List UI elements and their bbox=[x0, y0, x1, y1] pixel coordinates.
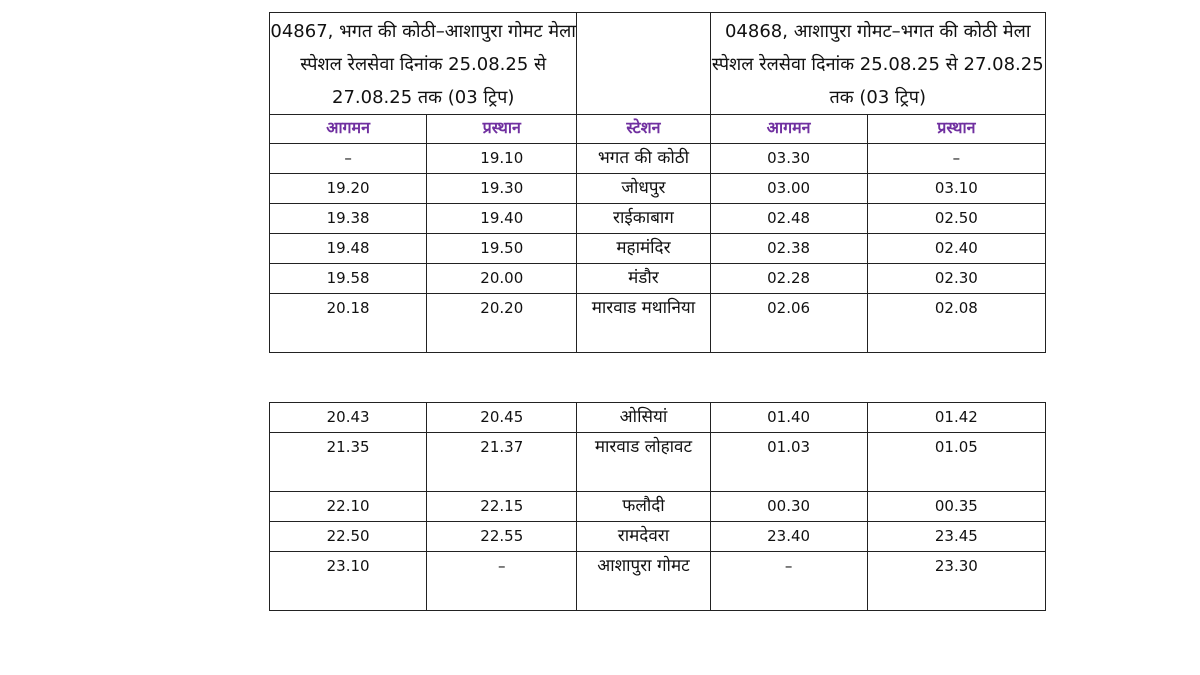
station-name: राईकाबाग bbox=[577, 204, 710, 234]
table-row bbox=[270, 294, 1046, 353]
station-name: मारवाड मथानिया bbox=[577, 294, 710, 353]
table-row bbox=[270, 433, 1046, 492]
table-row bbox=[270, 403, 1046, 433]
col-arrival-04868: आगमन bbox=[710, 115, 867, 144]
station-name: फलौदी bbox=[577, 492, 710, 522]
departure-04868: 01.42 bbox=[867, 403, 1045, 433]
col-arrival-04867: आगमन bbox=[270, 115, 427, 144]
station-name: मंडौर bbox=[577, 264, 710, 294]
train-04868-title: 04868, आशापुरा गोमट–भगत की कोठी मेला स्पेशल रेलसेवा दिनांक 25.08.25 से 27.08.25 तक (03 ट्रिप) bbox=[710, 13, 1045, 115]
departure-04867: 21.37 bbox=[427, 433, 577, 492]
departure-04867: 20.20 bbox=[427, 294, 577, 353]
table-row bbox=[270, 522, 1046, 552]
table-row bbox=[270, 234, 1046, 264]
arrival-04868: 02.38 bbox=[710, 234, 867, 264]
departure-04868: 02.30 bbox=[867, 264, 1045, 294]
col-departure-04867: प्रस्थान bbox=[427, 115, 577, 144]
departure-04867: 22.55 bbox=[427, 522, 577, 552]
arrival-04868: 02.28 bbox=[710, 264, 867, 294]
arrival-04868: 03.00 bbox=[710, 174, 867, 204]
arrival-04868: 01.03 bbox=[710, 433, 867, 492]
arrival-04868: – bbox=[710, 552, 867, 611]
arrival-04868: 23.40 bbox=[710, 522, 867, 552]
departure-04868: 03.10 bbox=[867, 174, 1045, 204]
timetable-part-2 bbox=[269, 402, 1046, 611]
arrival-04867: 21.35 bbox=[270, 433, 427, 492]
departure-04868: 00.35 bbox=[867, 492, 1045, 522]
table-row bbox=[270, 264, 1046, 294]
timetable-part-1 bbox=[269, 12, 1046, 353]
arrival-04868: 03.30 bbox=[710, 144, 867, 174]
arrival-04867: 23.10 bbox=[270, 552, 427, 611]
departure-04868: 23.30 bbox=[867, 552, 1045, 611]
arrival-04867: 19.48 bbox=[270, 234, 427, 264]
departure-04867: 19.40 bbox=[427, 204, 577, 234]
station-name: ओसियां bbox=[577, 403, 710, 433]
departure-04868: 23.45 bbox=[867, 522, 1045, 552]
departure-04867: 20.45 bbox=[427, 403, 577, 433]
col-station: स्टेशन bbox=[577, 115, 710, 144]
arrival-04867: 20.43 bbox=[270, 403, 427, 433]
station-name: महामंदिर bbox=[577, 234, 710, 264]
departure-04868: 01.05 bbox=[867, 433, 1045, 492]
departure-04868: – bbox=[867, 144, 1045, 174]
departure-04868: 02.40 bbox=[867, 234, 1045, 264]
departure-04868: 02.08 bbox=[867, 294, 1045, 353]
arrival-04867: – bbox=[270, 144, 427, 174]
blank-header-cell bbox=[577, 13, 710, 115]
station-name: मारवाड लोहावट bbox=[577, 433, 710, 492]
station-name: आशापुरा गोमट bbox=[577, 552, 710, 611]
arrival-04867: 19.58 bbox=[270, 264, 427, 294]
arrival-04867: 22.10 bbox=[270, 492, 427, 522]
arrival-04868: 02.06 bbox=[710, 294, 867, 353]
arrival-04868: 01.40 bbox=[710, 403, 867, 433]
table-row bbox=[270, 492, 1046, 522]
departure-04867: 19.10 bbox=[427, 144, 577, 174]
arrival-04867: 20.18 bbox=[270, 294, 427, 353]
departure-04867: 19.50 bbox=[427, 234, 577, 264]
station-name: जोधपुर bbox=[577, 174, 710, 204]
arrival-04867: 19.38 bbox=[270, 204, 427, 234]
departure-04867: 22.15 bbox=[427, 492, 577, 522]
table-row bbox=[270, 144, 1046, 174]
col-departure-04868: प्रस्थान bbox=[867, 115, 1045, 144]
station-name: रामदेवरा bbox=[577, 522, 710, 552]
arrival-04868: 00.30 bbox=[710, 492, 867, 522]
departure-04867: – bbox=[427, 552, 577, 611]
arrival-04867: 19.20 bbox=[270, 174, 427, 204]
departure-04867: 19.30 bbox=[427, 174, 577, 204]
table-row bbox=[270, 552, 1046, 611]
arrival-04868: 02.48 bbox=[710, 204, 867, 234]
table-row bbox=[270, 174, 1046, 204]
station-name: भगत की कोठी bbox=[577, 144, 710, 174]
departure-04867: 20.00 bbox=[427, 264, 577, 294]
arrival-04867: 22.50 bbox=[270, 522, 427, 552]
table-row bbox=[270, 204, 1046, 234]
train-04867-title: 04867, भगत की कोठी–आशापुरा गोमट मेला स्पेशल रेलसेवा दिनांक 25.08.25 से 27.08.25 तक (03 ट्रिप) bbox=[270, 13, 577, 115]
departure-04868: 02.50 bbox=[867, 204, 1045, 234]
